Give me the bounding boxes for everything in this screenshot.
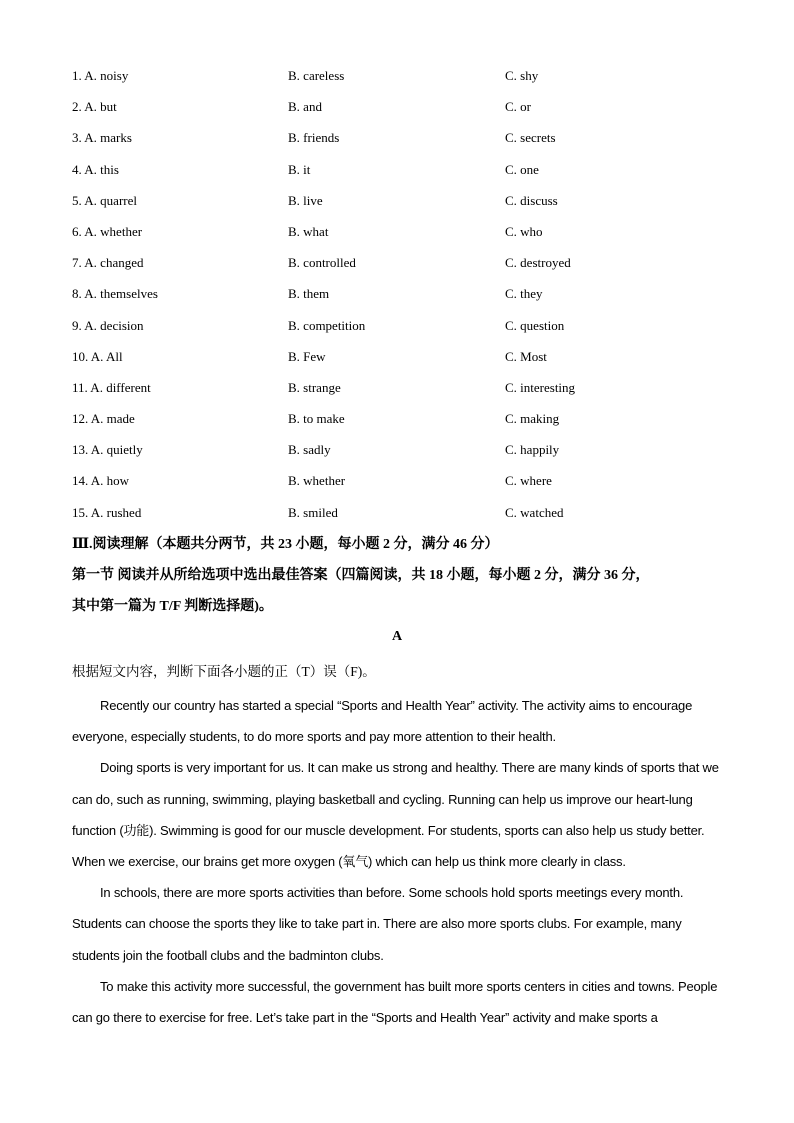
option-a: 14. A. how: [72, 473, 130, 489]
cloze-options: [72, 66, 732, 534]
question-row: [72, 440, 732, 471]
question-row: [72, 378, 732, 409]
option-b: B. it: [288, 161, 311, 177]
option-c: C. destroyed: [505, 255, 571, 271]
question-row: [72, 66, 732, 97]
option-a: 1. A. noisy: [72, 68, 129, 83]
option-a: 5. A. quarrel: [72, 192, 137, 208]
paragraph: Doing sports is very important for us. It can make us strong and healthy. There are many kinds of sports that we can do, such as running, swimming, playing basketball and cycling. Running can help us improve our heart-lung function (功能). Swimming is good for our muscle development. For students, sports can also help us study better. When we exercise, our brains get more oxygen (氧气) which can help us think more clearly in class.: [72, 760, 719, 870]
option-c: C. making: [505, 411, 560, 427]
paragraph: To make this activity more successful, the government has built more sports centers in cities and towns. People can go there to exercise for free. Let’s take part in the “Sports and Health Year” activity and make sports a: [72, 978, 718, 1026]
option-c: C. shy: [505, 68, 539, 83]
option-c: C. Most: [505, 348, 547, 364]
option-c: C. where: [505, 473, 552, 489]
option-a: 2. A. but: [72, 99, 117, 115]
question-row: [72, 191, 732, 222]
option-a: 11. A. different: [72, 379, 151, 395]
option-a: 7. A. changed: [72, 255, 144, 271]
option-c: C. they: [505, 286, 543, 302]
question-row: [72, 253, 732, 284]
option-a: 9. A. decision: [72, 317, 144, 333]
question-row: [72, 409, 732, 440]
question-row: [72, 347, 732, 378]
question-row: [72, 316, 732, 347]
part-instructions-line-1: 第一节 阅读并从所给选项中选出最佳答案（四篇阅读，共 18 小题，每小题 2 分，满分 36 分，: [72, 568, 650, 583]
section-title: Ⅲ.阅读理解（本题共分两节，共 23 小题，每小题 2 分，满分 46 分）: [72, 537, 499, 552]
option-c: C. discuss: [505, 192, 558, 208]
question-row: [72, 128, 732, 159]
passage-body: [72, 690, 720, 1033]
question-row: [72, 97, 732, 128]
option-a: 6. A. whether: [72, 223, 143, 239]
option-c: C. one: [505, 161, 539, 177]
option-b: B. strange: [288, 379, 341, 395]
option-a: 13. A. quietly: [72, 442, 143, 458]
question-row: [72, 471, 732, 502]
option-a: 3. A. marks: [72, 130, 132, 146]
option-a: 12. A. made: [72, 411, 135, 427]
passage-heading: A: [391, 629, 403, 644]
option-c: C. happily: [505, 442, 560, 458]
option-b: B. friends: [288, 130, 340, 146]
option-a: 4. A. this: [72, 161, 119, 177]
passage-instruction: 根据短文内容，判断下面各小题的正（T）误（F)。: [72, 664, 376, 679]
paragraph: In schools, there are more sports activities than before. Some schools hold sports meetings every month. Students can choose the sports they like to take part in. There are also more sports clubs. For example, many students join the football clubs and the badminton clubs.: [72, 885, 684, 963]
option-a: 10. A. All: [72, 348, 123, 364]
option-b: B. what: [288, 223, 329, 239]
option-c: C. question: [505, 317, 565, 333]
option-c: C. or: [505, 99, 531, 115]
option-b: B. smiled: [288, 504, 338, 520]
option-a: 15. A. rushed: [72, 504, 142, 520]
option-b: B. sadly: [288, 442, 331, 458]
question-row: [72, 503, 732, 534]
question-row: [72, 222, 732, 253]
option-c: C. who: [505, 223, 543, 239]
option-b: B. and: [288, 99, 322, 115]
part-instructions-line-2: 其中第一篇为 T/F 判断选择题)。: [72, 599, 273, 614]
option-b: B. whether: [288, 473, 346, 489]
option-b: B. live: [288, 192, 323, 208]
question-row: [72, 160, 732, 191]
option-b: B. them: [288, 286, 330, 302]
question-row: [72, 284, 732, 315]
option-b: B. Few: [288, 348, 326, 364]
option-c: C. interesting: [505, 379, 576, 395]
option-c: C. secrets: [505, 130, 556, 146]
option-c: C. watched: [505, 504, 564, 520]
option-a: 8. A. themselves: [72, 286, 158, 302]
paragraph: Recently our country has started a special “Sports and Health Year” activity. The activity aims to encourage everyone, especially students, to do more sports and pay more attention to their health.: [72, 698, 693, 745]
option-b: B. competition: [288, 317, 366, 333]
option-b: B. controlled: [288, 255, 356, 271]
option-b: B. careless: [288, 68, 345, 83]
option-b: B. to make: [288, 411, 345, 427]
